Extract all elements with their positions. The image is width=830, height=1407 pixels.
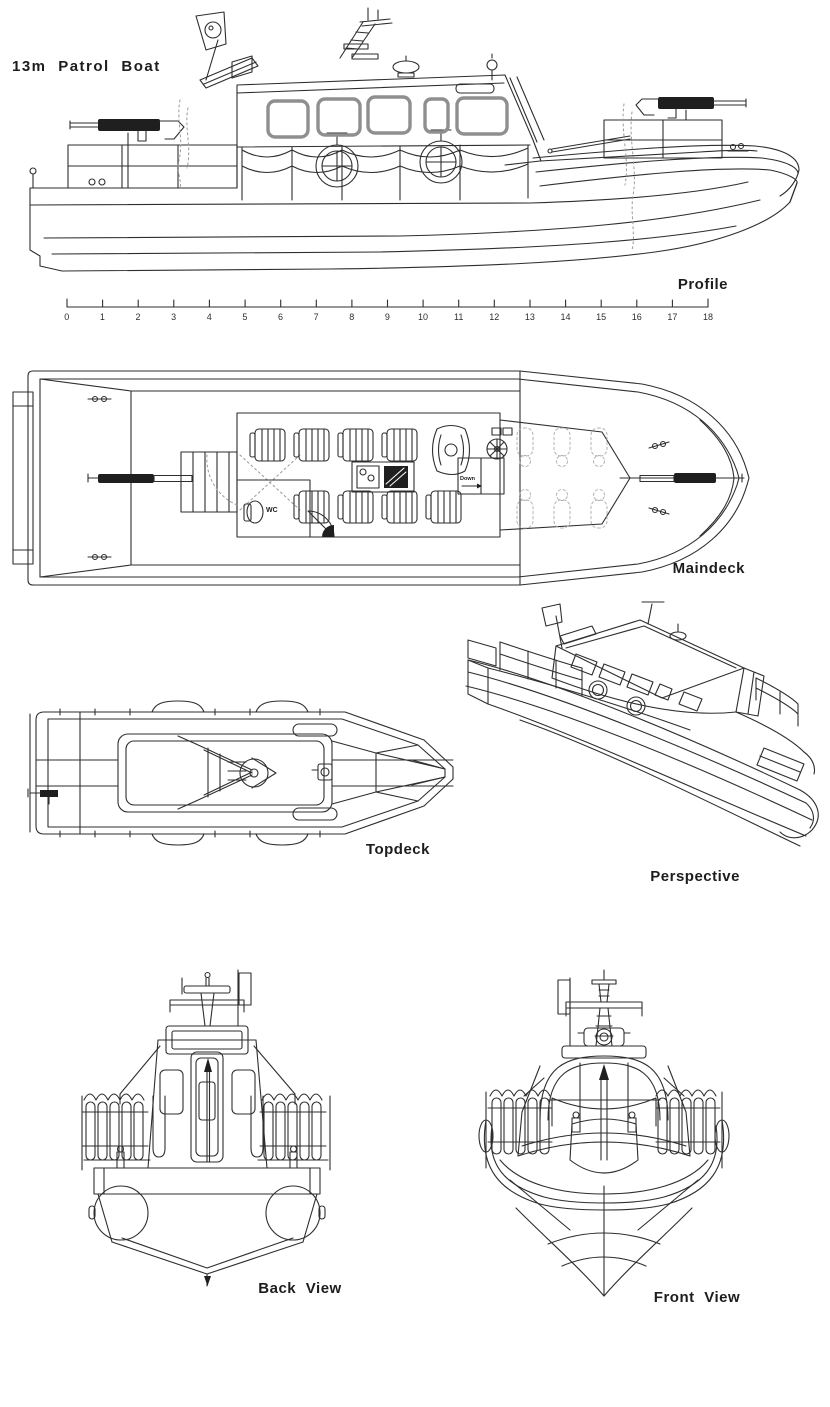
scale-tick-label: 11 [454, 312, 464, 322]
topdeck-mast [178, 736, 332, 809]
scale-tick-label: 0 [64, 312, 70, 322]
scale-tick-label: 9 [384, 312, 390, 322]
scale-tick-label: 17 [667, 312, 678, 322]
maindeck-caption: Maindeck [672, 560, 745, 577]
scale-tick-label: 15 [596, 312, 607, 322]
page-title: 13m Patrol Boat [12, 58, 161, 75]
topdeck-outline [30, 709, 453, 837]
maindeck-wc-room [237, 480, 334, 537]
scale-tick-label: 14 [560, 312, 571, 322]
scale-tick-label: 8 [349, 312, 355, 322]
front-bow-staff [599, 1064, 609, 1160]
back-hull [89, 1168, 325, 1286]
profile-view [0, 0, 830, 300]
scale-tick-label: 3 [171, 312, 177, 322]
topdeck-cabin-roof [118, 724, 337, 820]
profile-spray-aft [178, 100, 189, 188]
scale-bar-numbers [49, 312, 726, 324]
topdeck-windshield [332, 741, 445, 804]
maindeck-passenger-seats [250, 429, 461, 523]
perspective-roof-gear [542, 602, 686, 648]
topdeck-aft-gun [28, 789, 58, 804]
front-fender-rack-left [486, 1090, 552, 1168]
back-view-drawing [70, 950, 355, 1295]
profile-aft-deck-crates [68, 145, 237, 188]
scale-tick-label: 7 [313, 312, 319, 322]
scale-tick-label: 5 [242, 312, 248, 322]
front-deck [518, 1098, 690, 1173]
perspective-cabin [552, 620, 764, 716]
scale-tick-label: 18 [703, 312, 714, 322]
topdeck-caption: Topdeck [365, 841, 430, 858]
profile-fore-deck-crates [548, 120, 748, 158]
back-mast [170, 970, 251, 1026]
back-view-caption: Back View [258, 1280, 342, 1297]
scale-tick-label: 16 [631, 312, 642, 322]
front-view-drawing [465, 955, 745, 1305]
maindeck-aft-gun-plan [88, 474, 192, 483]
profile-bow-collar [533, 145, 799, 196]
front-fender-rack-right [656, 1090, 722, 1168]
profile-hull [30, 150, 797, 271]
profile-cabin [237, 75, 544, 188]
topdeck-drawing [20, 690, 460, 850]
topdeck-grab-rails [152, 701, 308, 845]
front-mast [558, 970, 642, 1046]
profile-roof-gear [196, 8, 497, 88]
maindeck-console-table [352, 462, 414, 492]
profile-mid-railing [237, 145, 530, 200]
back-cabin [120, 1040, 295, 1168]
back-view [70, 950, 355, 1295]
perspective-caption: Perspective [650, 868, 740, 885]
profile-drawing [0, 0, 830, 300]
scale-tick-label: 2 [135, 312, 141, 322]
perspective-aft-railing [468, 640, 690, 730]
topdeck-view [20, 690, 460, 850]
scale-tick-label: 4 [206, 312, 212, 322]
wc-label: WC [266, 507, 278, 514]
profile-caption: Profile [677, 276, 728, 293]
perspective-drawing [460, 615, 830, 865]
scale-tick-label: 12 [489, 312, 500, 322]
front-hull [510, 1180, 698, 1296]
scale-tick-label: 1 [99, 312, 105, 322]
front-view-caption: Front View [653, 1289, 741, 1306]
profile-aft-machine-gun [70, 119, 184, 188]
front-view [465, 955, 745, 1305]
profile-fore-machine-gun [636, 97, 746, 120]
profile-life-ring-aft [316, 133, 358, 187]
scale-tick-label: 13 [524, 312, 535, 322]
perspective-view [460, 615, 830, 865]
scale-tick-label: 10 [418, 312, 429, 322]
maindeck-stairs-down [458, 458, 504, 494]
scale-tick-label: 6 [278, 312, 284, 322]
down-label: Down [460, 476, 475, 482]
